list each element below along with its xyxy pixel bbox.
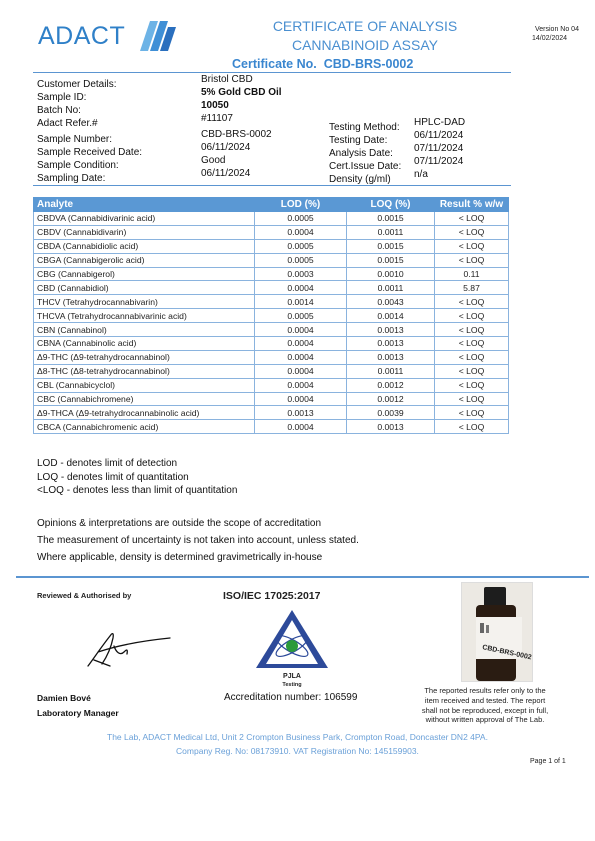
version-date: 14/02/2024 [532, 35, 568, 42]
signature-image [80, 622, 180, 672]
cell-analyte: CBNA (Cannabinolic acid) [34, 337, 255, 351]
detail-row [37, 100, 437, 116]
table-row [34, 323, 509, 337]
table-row [34, 281, 509, 295]
cell-loq: 0.0011 [347, 225, 435, 239]
cell-analyte: CBN (Cannabinol) [34, 323, 255, 337]
cell-lod: 0.0004 [255, 378, 347, 392]
results-table [33, 197, 509, 434]
cell-result: < LOQ [435, 378, 509, 392]
sample-photo [461, 582, 533, 682]
cell-result: < LOQ [435, 225, 509, 239]
detail-label: Testing Date: [329, 135, 388, 146]
detail-value: 07/11/2024 [414, 143, 464, 154]
cell-result: < LOQ [435, 350, 509, 364]
detail-row [37, 74, 437, 90]
column-header-result: Result % w/w [435, 198, 509, 212]
cell-analyte: Δ9-THCA (Δ9-tetrahydrocannabinolic acid) [34, 406, 255, 420]
detail-row [329, 130, 509, 146]
detail-value: Good [201, 155, 226, 166]
cell-analyte: THCVA (Tetrahydrocannabivarinic acid) [34, 309, 255, 323]
certificate-title: CERTIFICATE OF ANALYSIS [272, 18, 458, 34]
cell-lod: 0.0014 [255, 295, 347, 309]
cell-analyte: Δ8-THC (Δ8-tetrahydrocannabinol) [34, 364, 255, 378]
cell-loq: 0.0014 [347, 309, 435, 323]
cell-analyte: CBC (Cannabichromene) [34, 392, 255, 406]
table-row [34, 212, 509, 226]
detail-label: Sample ID: [37, 92, 87, 103]
cell-analyte: CBGA (Cannabigerolic acid) [34, 253, 255, 267]
cell-result: < LOQ [435, 420, 509, 434]
cell-analyte: CBCA (Cannabichromenic acid) [34, 420, 255, 434]
detail-value: 07/11/2024 [414, 156, 464, 167]
detail-row [329, 156, 509, 172]
cell-loq: 0.0015 [347, 212, 435, 226]
cell-loq: 0.0011 [347, 364, 435, 378]
cell-result: < LOQ [435, 406, 509, 420]
cell-loq: 0.0013 [347, 337, 435, 351]
table-row [34, 364, 509, 378]
cell-lod: 0.0004 [255, 323, 347, 337]
accreditation-number: Accreditation number: 106599 [224, 692, 358, 703]
definition-less-than-loq: <LOQ - denotes less than limit of quantitation [37, 485, 238, 496]
certificate-number-value: CBD-BRS-0002 [323, 57, 414, 71]
cell-result: < LOQ [435, 323, 509, 337]
detail-value: Bristol CBD [201, 74, 253, 85]
table-row [34, 350, 509, 364]
cell-lod: 0.0004 [255, 225, 347, 239]
detail-label: Density (g/ml) [329, 174, 391, 185]
detail-value: 06/11/2024 [201, 168, 251, 179]
cell-analyte: CBG (Cannabigerol) [34, 267, 255, 281]
cell-analyte: CBDVA (Cannabidivarinic acid) [34, 212, 255, 226]
statement-accreditation: Opinions & interpretations are outside the scope of accreditation [37, 518, 322, 529]
cell-loq: 0.0013 [347, 420, 435, 434]
certificate-subtitle: CANNABINOID ASSAY [291, 37, 438, 53]
cell-analyte: CBDA (Cannabidiolic acid) [34, 239, 255, 253]
cell-lod: 0.0005 [255, 212, 347, 226]
table-row [34, 378, 509, 392]
table-row [34, 309, 509, 323]
details-right [329, 117, 509, 185]
results-body [34, 212, 509, 434]
cell-loq: 0.0015 [347, 239, 435, 253]
detail-value: n/a [414, 169, 428, 180]
detail-label: Analysis Date: [329, 148, 393, 159]
detail-row [329, 143, 509, 159]
certificate-number [232, 57, 413, 71]
cell-lod: 0.0005 [255, 239, 347, 253]
cell-lod: 0.0004 [255, 420, 347, 434]
detail-label: Cert.Issue Date: [329, 161, 402, 172]
pjla-text: PJLA [283, 673, 301, 680]
detail-value: 10050 [201, 100, 229, 111]
table-row [34, 267, 509, 281]
detail-label: Batch No: [37, 105, 81, 116]
logo-mark-icon [138, 19, 180, 53]
table-row [34, 337, 509, 351]
footer-registration: Company Reg. No: 08173910. VAT Registration No: 145159903. [176, 746, 419, 756]
detail-value: 06/11/2024 [201, 142, 251, 153]
reviewed-label: Reviewed & Authorised by [37, 591, 132, 600]
table-row [34, 225, 509, 239]
table-row [34, 406, 509, 420]
footer-address: The Lab, ADACT Medical Ltd, Unit 2 Crompton Business Park, Crompton Road, Doncaster DN2 4PA. [107, 732, 488, 742]
statement-density: Where applicable, density is determined gravimetrically in-house [37, 552, 323, 563]
cell-lod: 0.0013 [255, 406, 347, 420]
cell-result: < LOQ [435, 212, 509, 226]
cell-lod: 0.0004 [255, 392, 347, 406]
page-number: Page 1 of 1 [530, 758, 566, 765]
cell-analyte: CBD (Cannabidiol) [34, 281, 255, 295]
detail-row [329, 117, 509, 133]
cell-result: < LOQ [435, 239, 509, 253]
cell-lod: 0.0004 [255, 364, 347, 378]
detail-row [329, 169, 509, 185]
detail-value: 5% Gold CBD Oil [201, 87, 282, 98]
detail-value: CBD-BRS-0002 [201, 129, 272, 140]
company-logo-text: ADACT [38, 22, 126, 50]
cell-analyte: THCV (Tetrahydrocannabivarin) [34, 295, 255, 309]
disclaimer-text: The reported results refer only to the item received and tested. The report shall not be reproduced, except in full, without written approval of The Lab. [421, 686, 549, 725]
column-header-analyte: Analyte [34, 198, 255, 212]
cell-lod: 0.0004 [255, 281, 347, 295]
table-row [34, 392, 509, 406]
bottle-label-text: CBD-BRS-0002 [481, 644, 532, 662]
cell-lod: 0.0004 [255, 337, 347, 351]
cell-lod: 0.0004 [255, 350, 347, 364]
cell-analyte: CBDV (Cannabidivarin) [34, 225, 255, 239]
pjla-testing-text: Testing [282, 682, 302, 688]
column-header-loq: LOQ (%) [347, 198, 435, 212]
detail-label: Sample Number: [37, 134, 113, 145]
cell-lod: 0.0005 [255, 253, 347, 267]
detail-label: Testing Method: [329, 122, 400, 133]
cell-lod: 0.0003 [255, 267, 347, 281]
detail-value: HPLC-DAD [414, 117, 466, 128]
signer-role: Laboratory Manager [37, 708, 119, 718]
cell-result: < LOQ [435, 364, 509, 378]
iso-standard: ISO/IEC 17025:2017 [223, 590, 321, 602]
cell-loq: 0.0012 [347, 392, 435, 406]
cell-loq: 0.0013 [347, 350, 435, 364]
cell-loq: 0.0015 [347, 253, 435, 267]
definition-loq: LOQ - denotes limit of quantitation [37, 472, 189, 483]
table-row [34, 239, 509, 253]
detail-label: Sample Received Date: [37, 147, 143, 158]
cell-loq: 0.0043 [347, 295, 435, 309]
cell-analyte: Δ9-THC (Δ9-tetrahydrocannabinol) [34, 350, 255, 364]
cell-result: < LOQ [435, 253, 509, 267]
cell-loq: 0.0010 [347, 267, 435, 281]
statement-uncertainty: The measurement of uncertainty is not taken into account, unless stated. [37, 535, 359, 546]
cell-loq: 0.0013 [347, 323, 435, 337]
cell-loq: 0.0012 [347, 378, 435, 392]
cell-analyte: CBL (Cannabicyclol) [34, 378, 255, 392]
cell-result: < LOQ [435, 295, 509, 309]
cell-result: 0.11 [435, 267, 509, 281]
detail-value: #11107 [201, 113, 233, 124]
detail-value: 06/11/2024 [414, 130, 464, 141]
detail-label: Customer Details: [37, 79, 117, 90]
version-number: Version No 04 [535, 26, 579, 33]
cell-loq: 0.0039 [347, 406, 435, 420]
cell-lod: 0.0005 [255, 309, 347, 323]
cell-result: < LOQ [435, 392, 509, 406]
pjla-accreditation-logo [254, 608, 330, 688]
cell-result: < LOQ [435, 309, 509, 323]
table-row [34, 295, 509, 309]
cell-loq: 0.0011 [347, 281, 435, 295]
cell-result: < LOQ [435, 337, 509, 351]
certificate-number-label: Certificate No. [232, 57, 317, 71]
bottle-image [462, 583, 532, 681]
detail-label: Adact Refer.# [37, 118, 98, 129]
table-row [34, 420, 509, 434]
signer-name: Damien Bové [37, 693, 91, 703]
detail-label: Sampling Date: [37, 173, 106, 184]
detail-label: Sample Condition: [37, 160, 119, 171]
table-header-row [34, 198, 509, 212]
table-row [34, 253, 509, 267]
definition-lod: LOD - denotes limit of detection [37, 458, 178, 469]
divider [16, 576, 589, 578]
detail-row [37, 87, 437, 103]
cell-result: 5.87 [435, 281, 509, 295]
column-header-lod: LOD (%) [255, 198, 347, 212]
